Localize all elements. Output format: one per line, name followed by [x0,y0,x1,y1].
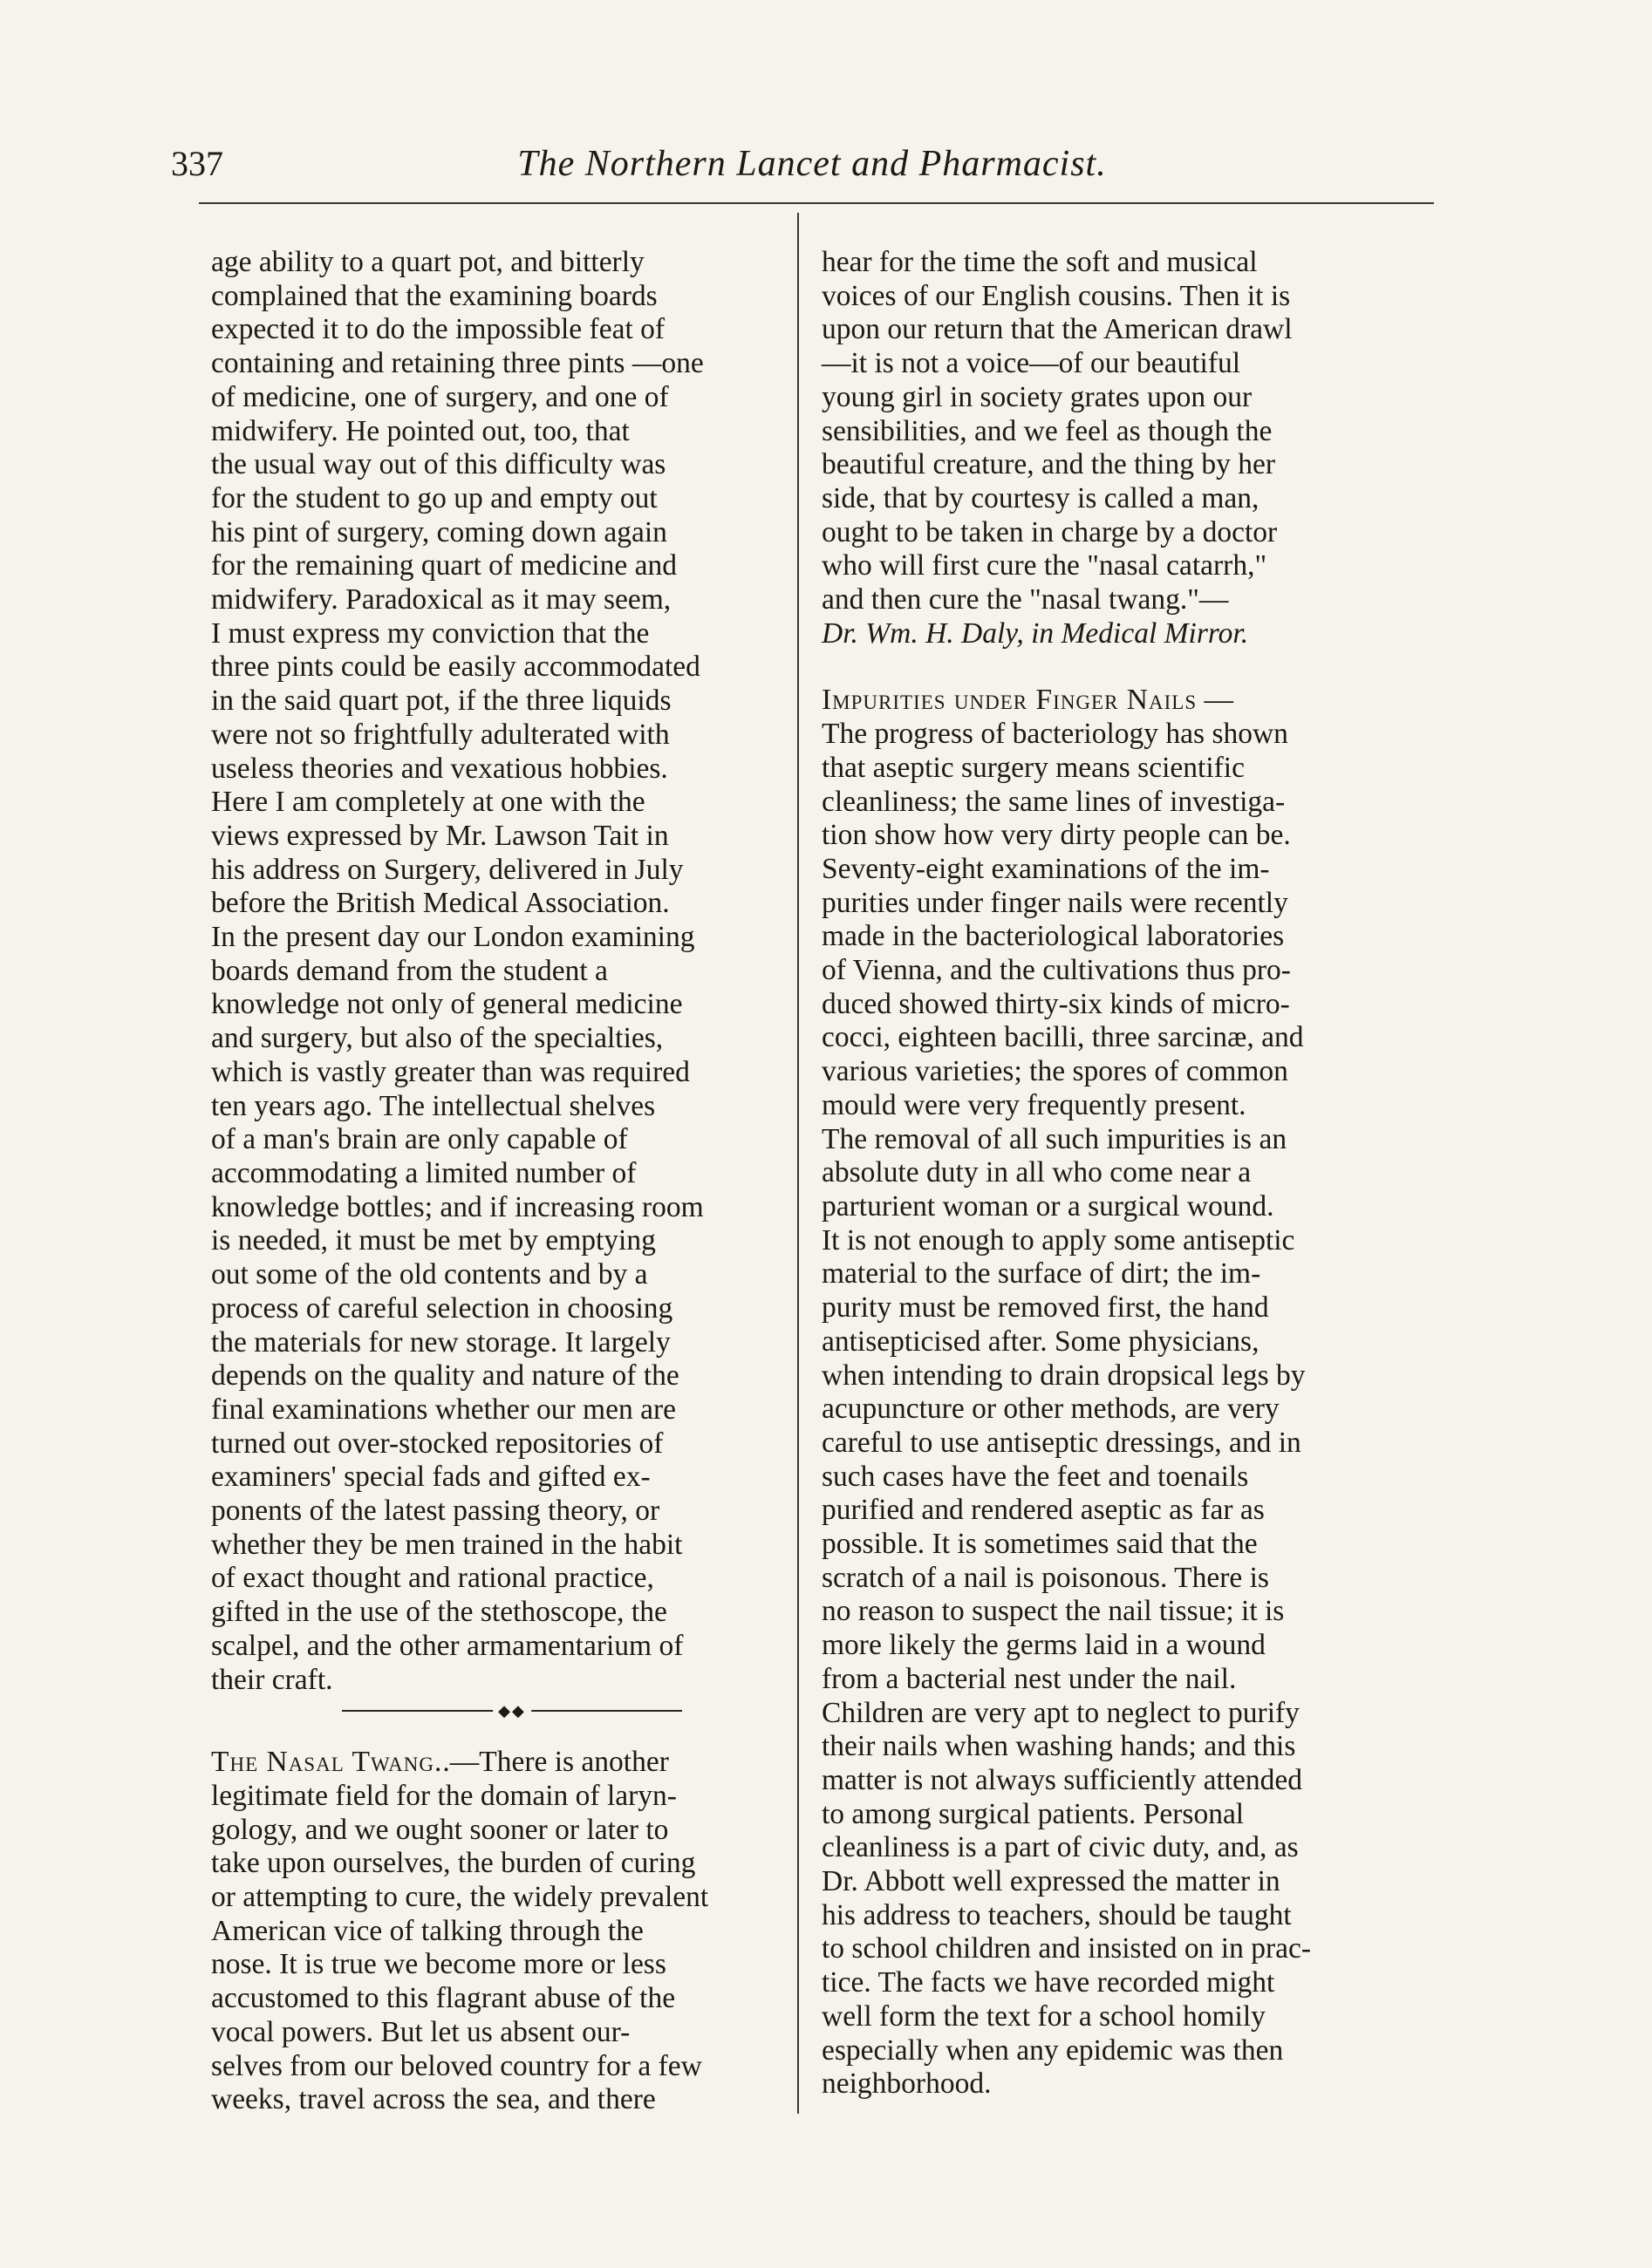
text-line: upon our return that the American drawl [822,313,1293,346]
text-line: accommodating a limited number of [211,1156,637,1189]
impurities-body [822,718,1425,2101]
text-line: scratch of a nail is poisonous. There is [822,1561,1269,1594]
text-line: of exact thought and rational practice, [211,1562,654,1595]
text-line: boards demand from the student a [211,954,608,987]
text-line: parturient woman or a surgical wound. [822,1189,1274,1223]
text-line: sensibilities, and we feel as though the [822,414,1273,447]
text-line: to among surgical patients. Personal [822,1797,1245,1830]
text-line: weeks, travel across the sea, and there [211,2083,656,2116]
text-line: expected it to do the impossible feat of [211,313,666,346]
impurities-article [822,684,1425,2101]
text-line: gifted in the use of the stethoscope, the [211,1596,667,1629]
text-line: three pints could be easily accommodated [211,650,700,684]
text-line: age ability to a quart pot, and bitterly [211,246,645,278]
text-line: various varieties; the spores of common [822,1055,1288,1088]
text-line: hear for the time the soft and musical [822,246,1258,278]
impurities-first-line-text: — [1197,684,1233,717]
text-line: midwifery. He pointed out, too, that [211,414,630,447]
text-line: tion show how very dirty people can be. [822,819,1291,852]
left-column [211,246,813,2117]
text-line: duced showed thirty-six kinds of micro- [822,987,1290,1020]
text-line: depends on the quality and nature of the [211,1359,679,1393]
nasal-attribution-line [822,617,1425,651]
text-line: or attempting to cure, the widely prevalent [211,1881,709,1914]
text-line: ten years ago. The intellectual shelves [211,1089,656,1122]
text-line: beautiful creature, and the thing by her [822,448,1275,481]
nasal-twang-continuation [822,246,1425,617]
text-line: of a man's brain are only capable of [211,1123,628,1156]
text-line: cocci, eighteen bacilli, three sarcinæ, and [822,1021,1304,1054]
text-line: absolute duty in all who come near a [822,1156,1252,1189]
text-line: The removal of all such impurities is an [822,1122,1287,1155]
text-line: for the student to go up and empty out [211,481,658,514]
text-line: made in the bacteriological laboratories [822,920,1285,953]
text-line: well form the text for a school homily [822,1999,1266,2033]
text-line: examiners' special fads and gifted ex- [211,1461,651,1494]
impurities-heading: Impurities under Finger Nails [822,684,1198,717]
right-column [822,246,1425,2101]
text-line: and then cure the "nasal twang."— [822,583,1229,616]
nasal-first-line [211,1746,813,1780]
text-line: from a bacterial nest under the nail. [822,1662,1237,1695]
text-line: more likely the germs laid in a wound [822,1629,1266,1662]
text-line: who will first cure the "nasal catarrh," [822,549,1267,582]
text-line: young girl in society grates upon our [822,380,1253,413]
text-line: midwifery. Paradoxical as it may seem, [211,583,672,616]
text-line: selves from our beloved country for a few [211,2049,702,2082]
running-title: The Northern Lancet and Pharmacist. [517,144,1107,184]
text-line: to school children and insisted on in prac- [822,1932,1311,1965]
text-line: Seventy-eight examinations of the im- [822,852,1270,885]
ornament-glyph: ◆◆ [493,1702,531,1720]
column-divider [797,213,799,2114]
text-line: careful to use antiseptic dressings, and in [822,1426,1301,1459]
text-line: which is vastly greater than was required [211,1055,690,1088]
text-line: his address on Surgery, delivered in July [211,853,684,886]
text-line: I must express my conviction that the [211,616,650,650]
text-line: vocal powers. But let us absent our- [211,2015,631,2048]
text-line: especially when any epidemic was then [822,2033,1284,2067]
text-line: such cases have the feet and toenails [822,1460,1249,1493]
text-line: material to the surface of dirt; the im- [822,1257,1261,1291]
text-line: side, that by courtesy is called a man, [822,481,1259,514]
text-line: accustomed to this flagrant abuse of the [211,1982,676,2015]
text-line: The progress of bacteriology has shown [822,718,1288,751]
text-line: the usual way out of this difficulty was [211,448,666,481]
text-line: no reason to suspect the nail tissue; it is [822,1595,1285,1628]
nasal-twang-body [211,1780,813,2117]
text-line: legitimate field for the domain of laryn- [211,1779,677,1812]
text-line: possible. It is sometimes said that the [822,1528,1258,1561]
text-line: and surgery, but also of the specialties, [211,1022,664,1055]
text-line: in the said quart pot, if the three liquids [211,684,672,718]
text-line: ponents of the latest passing theory, or [211,1495,660,1528]
text-line: Children are very apt to neglect to purify [822,1696,1300,1729]
text-line: turned out over-stocked repositories of [211,1427,664,1460]
text-line: of Vienna, and the cultivations thus pro- [822,954,1291,987]
text-line: of medicine, one of surgery, and one of [211,380,669,413]
header-rule [199,202,1434,204]
text-line: mould were very frequently present. [822,1088,1246,1121]
text-line: cleanliness is a part of civic duty, and, as [822,1831,1299,1864]
text-line: knowledge not only of general medicine [211,988,683,1021]
text-line: It is not enough to apply some antiseptic [822,1223,1295,1257]
text-line: acupuncture or other methods, are very [822,1393,1280,1426]
text-line: Here I am completely at one with the [211,786,645,819]
nasal-twang-article [211,1746,813,2117]
text-line: is needed, it must be met by emptying [211,1224,656,1257]
text-line: neighborhood. [822,2067,992,2101]
text-line: voices of our English cousins. Then it is [822,279,1291,312]
nasal-first-line-text: .—There is another [442,1746,669,1779]
text-line: tice. The facts we have recorded might [822,1966,1275,1999]
text-line: scalpel, and the other armamentarium of [211,1629,684,1662]
page-number: 337 [171,144,223,183]
text-line: their craft. [211,1663,333,1696]
text-line: their nails when washing hands; and this [822,1730,1296,1763]
text-line: take upon ourselves, the burden of curing [211,1847,696,1880]
text-line: were not so frightfully adulterated with [211,718,670,751]
text-line: nose. It is true we become more or less [211,1948,666,1981]
text-line: process of careful selection in choosing [211,1291,673,1325]
section-gap [822,650,1425,684]
text-line: his address to teachers, should be taught [822,1898,1292,1931]
text-line: when intending to drain dropsical legs by [822,1359,1306,1392]
text-line: In the present day our London examining [211,921,695,954]
text-line: containing and retaining three pints —one [211,347,704,380]
text-line: purities under finger nails were recently [822,886,1288,919]
text-line: whether they be men trained in the habit [211,1528,683,1561]
paragraph-continuation [211,246,813,1697]
text-line: cleanliness; the same lines of investiga- [822,785,1286,818]
text-line: gology, and we ought sooner or later to [211,1813,669,1846]
section-ornament [211,1702,813,1720]
text-line: views expressed by Mr. Lawson Tait in [211,819,669,852]
text-line: knowledge bottles; and if increasing room [211,1190,704,1223]
text-line: matter is not always sufficiently attended [822,1763,1303,1796]
text-line: purity must be removed first, the hand [822,1291,1269,1325]
page-header [171,136,1453,192]
text-line: useless theories and vexatious hobbies. [211,752,668,785]
text-line: his pint of surgery, coming down again [211,515,667,548]
nasal-twang-heading: The Nasal Twang. [211,1746,443,1779]
impurities-first-line [822,684,1425,718]
text-line: final examinations whether our men are [211,1393,677,1426]
text-line: antisepticised after. Some physicians, [822,1325,1259,1358]
text-line: complained that the examining boards [211,279,658,312]
text-line: for the remaining quart of medicine and [211,549,677,582]
text-line: ought to be taken in charge by a doctor [822,515,1278,548]
text-line: American vice of talking through the [211,1914,644,1947]
text-line: Dr. Abbott well expressed the matter in [822,1865,1280,1898]
text-line: the materials for new storage. It largely [211,1325,671,1359]
text-line: —it is not a voice—of our beautiful [822,347,1241,380]
text-line: purified and rendered aseptic as far as [822,1494,1265,1527]
text-line: before the British Medical Association. [211,887,670,920]
text-line: that aseptic surgery means scientific [822,751,1245,784]
nasal-attribution: Dr. Wm. H. Daly, in Medical Mirror. [822,616,1249,650]
text-line: out some of the old contents and by a [211,1258,648,1291]
